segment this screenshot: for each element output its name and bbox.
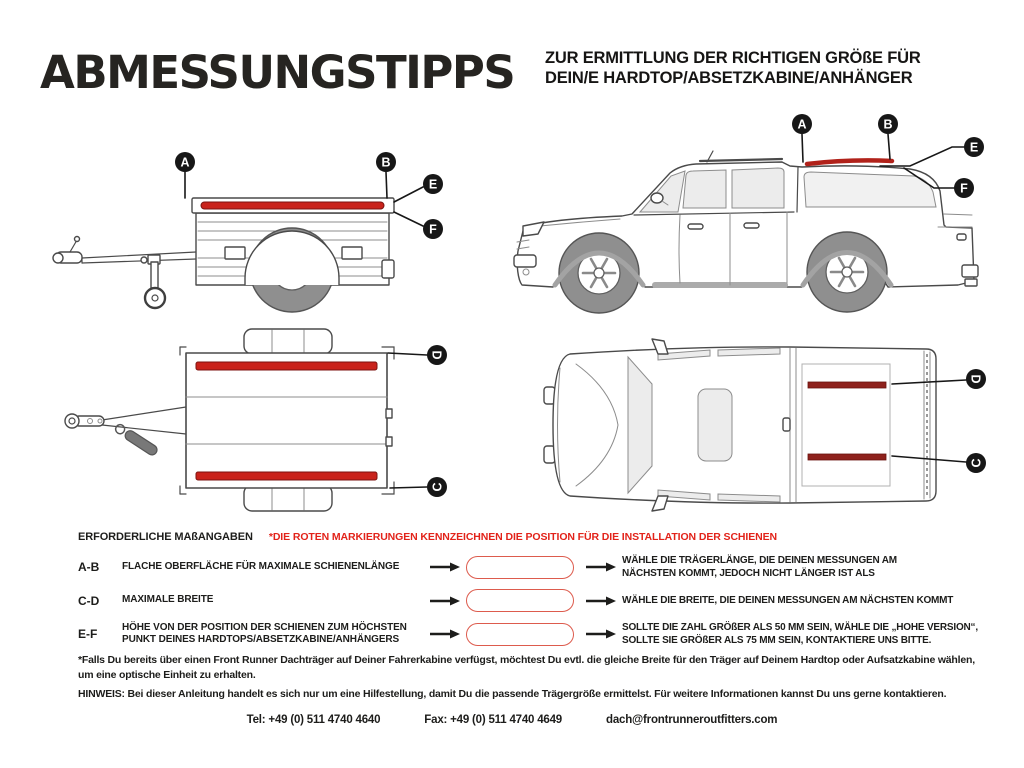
footnote: *Falls Du bereits über einen Front Runner Dachträger auf Deiner Fahrerkabine verfügst, möchtest Du evtl. die gleiche Breite für den Träger auf Deinem Hardtop oder Aufsatzkabine wählen, um eine optische Einheit zu erhalten. <box>78 654 975 682</box>
svg-text:F: F <box>429 222 437 237</box>
arrow-right-icon <box>430 596 460 606</box>
measurement-input-field-ef[interactable] <box>466 623 574 646</box>
marker-e <box>394 174 443 202</box>
svg-text:F: F <box>960 181 968 196</box>
rail-position-marker <box>807 160 892 164</box>
marker-b <box>376 152 396 198</box>
measurement-instruction-cd: WÄHLE DIE BREITE, DIE DEINEN MESSUNGEN AM NÄCHSTEN KOMMT <box>622 595 954 606</box>
svg-text:D: D <box>968 374 983 384</box>
arrow-right-icon <box>586 596 616 606</box>
svg-text:B: B <box>381 155 391 170</box>
rail-position-marker <box>201 202 384 209</box>
trailer-drawbar <box>53 237 196 309</box>
marker-e <box>880 137 984 166</box>
measurement-input-field-cd[interactable] <box>466 589 574 612</box>
contact-email: dach@frontrunneroutfitters.com <box>606 714 778 726</box>
measurement-code-cd: C-D <box>78 593 100 608</box>
rail-position-marker <box>196 362 377 370</box>
svg-text:E: E <box>969 140 979 155</box>
trailer-side-view <box>20 112 470 317</box>
svg-text:A: A <box>180 155 190 170</box>
hint-note: HINWEIS: Bei dieser Anleitung handelt es sich nur um eine Hilfestellung, damit Du die passende Trägergröße ermittelst. Für weitere Informationen kannst Du uns gerne kontaktieren. <box>78 688 947 700</box>
rail-position-marker <box>808 454 886 460</box>
trailer-top-view <box>30 325 470 530</box>
vehicle-top-view <box>540 330 1010 530</box>
marker-d <box>388 345 447 365</box>
page-subtitle: ZUR ERMITTLUNG DER RICHTIGEN GRÖßE FÜR DEIN/E HARDTOP/ABSETZKABINE/ANHÄNGER <box>545 49 921 87</box>
red-markings-note: *DIE ROTEN MARKIERUNGEN KENNZEICHNEN DIE POSITION FÜR DIE INSTALLATION DER SCHIENEN <box>268 531 777 543</box>
measurement-code-ef: E-F <box>78 627 98 641</box>
measurement-code-ab: A-B <box>78 560 100 574</box>
page-title: ABMESSUNGSTIPPS <box>40 46 515 99</box>
marker-a <box>175 152 195 198</box>
measurement-instruction-ef: SOLLTE DIE ZAHL GRÖßER ALS 50 MM SEIN, WÄHLE DIE „HOHE VERSION“, SOLLTE SIE GRÖßER ALS 75 MM SEIN, KONTAKTIERE UNS BITTE. <box>622 622 978 646</box>
rail-position-marker <box>196 472 377 480</box>
svg-text:A: A <box>797 117 807 132</box>
marker-f <box>394 212 443 239</box>
arrow-right-icon <box>430 629 460 639</box>
arrow-right-icon <box>430 562 460 572</box>
measurement-desc-cd: MAXIMALE BREITE <box>122 594 214 606</box>
measurement-desc-ab: FLACHE OBERFLÄCHE FÜR MAXIMALE SCHIENENLÄNGE <box>122 560 400 572</box>
contact-tel: Tel: +49 (0) 511 4740 4640 <box>246 714 381 726</box>
truck-top-body <box>553 339 936 511</box>
measurement-rows <box>78 554 1018 647</box>
rail-position-marker <box>808 382 886 388</box>
svg-text:D: D <box>429 350 444 360</box>
measurement-instruction-ab: WÄHLE DIE TRÄGERLÄNGE, DIE DEINEN MESSUNGEN AM NÄCHSTEN KOMMT, JEDOCH NICHT LÄNGER IST ALS <box>622 555 897 579</box>
trailer-drawbar <box>65 407 186 457</box>
contact-line <box>0 714 1024 726</box>
arrow-right-icon <box>586 629 616 639</box>
svg-text:B: B <box>883 117 893 132</box>
measurement-input-field-ab[interactable] <box>466 556 574 579</box>
vehicle-side-view <box>510 95 1015 325</box>
measurement-desc-ef: HÖHE VON DER POSITION DER SCHIENEN ZUM HÖCHSTEN PUNKT DEINES HARDTOPS/ABSETZKABINE/ANHÄNGERS <box>122 621 407 645</box>
arrow-right-icon <box>586 562 616 572</box>
svg-text:C: C <box>969 458 984 468</box>
svg-text:E: E <box>428 177 438 192</box>
svg-text:C: C <box>430 482 445 492</box>
marker-b <box>878 114 898 159</box>
marker-c <box>390 477 447 497</box>
section-title: ERFORDERLICHE MAßANGABEN <box>78 531 253 543</box>
marker-a <box>792 114 812 162</box>
contact-fax: Fax: +49 (0) 511 4740 4649 <box>424 714 562 726</box>
handbrake-lever <box>114 423 159 457</box>
